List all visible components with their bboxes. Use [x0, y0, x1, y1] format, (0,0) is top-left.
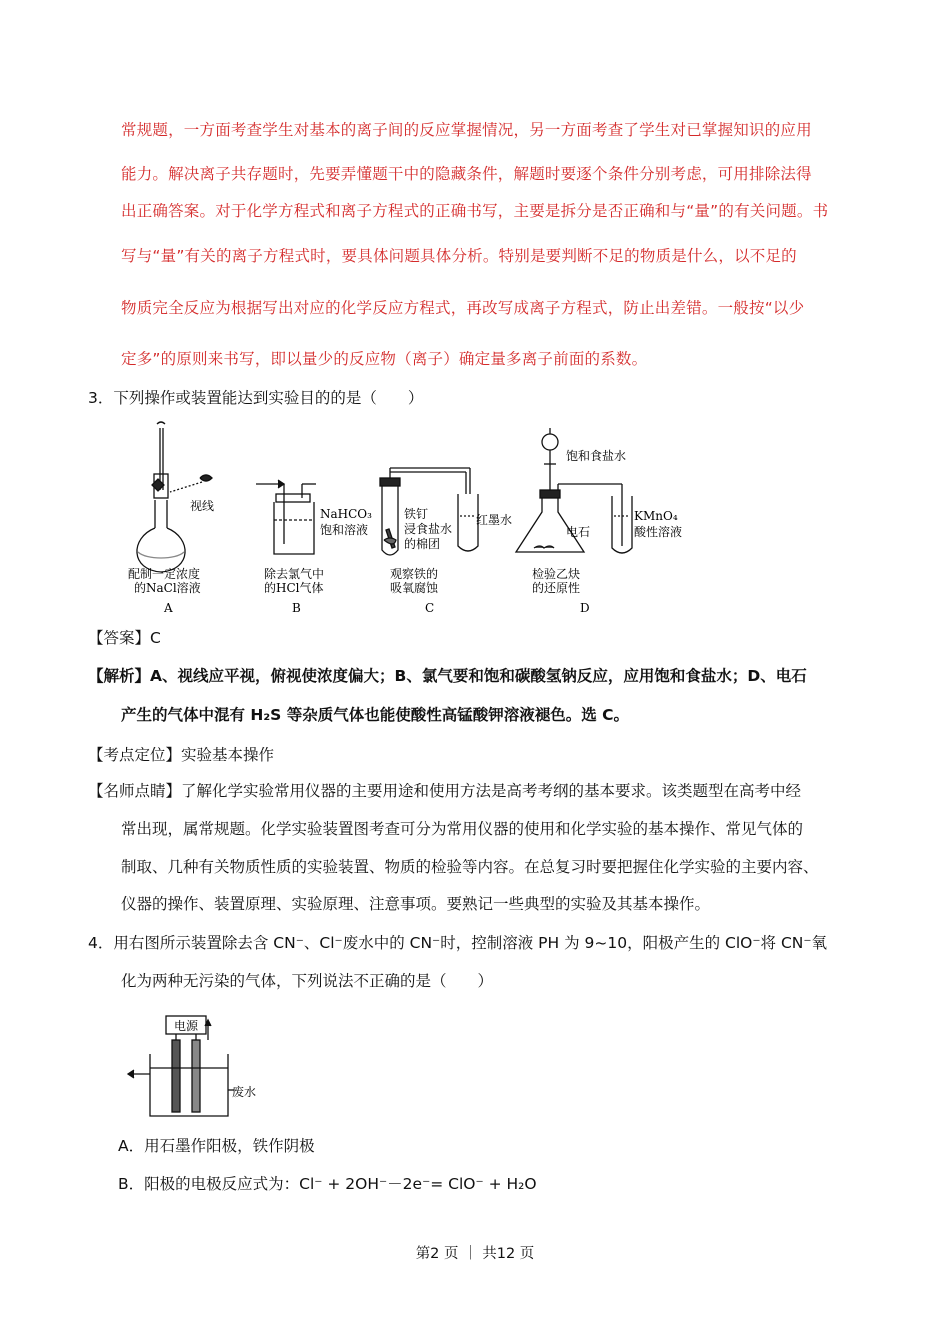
figure-d-letter: D — [580, 601, 590, 615]
power-label: 电源 — [174, 1019, 199, 1033]
page-footer: 第2 页 ｜ 共12 页 — [415, 1246, 535, 1262]
analysis-line-1 — [88, 664, 807, 686]
figure-c-label-red-ink: 红墨水 — [476, 513, 513, 527]
question-3-stem: 3．下列操作或装置能达到实验目的的是（ ） — [88, 389, 424, 407]
intro-analysis — [121, 107, 865, 385]
figure-d-label-mid: 电石 — [566, 525, 591, 539]
intro-line: 写与“量”有关的离子方程式时，要具体问题具体分析。特别是要判断不足的物质是什么，以不足的 — [121, 247, 797, 265]
figure-d-label-right-2: 酸性溶液 — [634, 525, 683, 539]
figure-c-label-3: 的棉团 — [404, 537, 441, 551]
answer-tag: 【答案】 — [88, 629, 151, 647]
intro-line: 定多”的原则来书写，即以量少的反应物（离子）确定量多离子前面的系数。 — [121, 350, 648, 368]
analysis-tag: 【解析】 — [88, 667, 151, 685]
analysis-line-2: 产生的气体中混有 H₂S 等杂质气体也能使酸性高锰酸钾溶液褪色。选 C。 — [121, 706, 629, 724]
figure-c-letter: C — [425, 601, 435, 615]
figure-a-label: 视线 — [190, 499, 215, 513]
figure-a-caption-2: 的NaCl溶液 — [134, 581, 201, 595]
figure-a-caption-1: 配制一定浓度 — [128, 567, 201, 581]
question-4-stem-line-2: 化为两种无污染的气体，下列说法不正确的是（ ） — [121, 972, 494, 990]
waste-water-label: 废水 — [232, 1085, 257, 1099]
question-4-stem-line-1: 4．用右图所示装置除去含 CN⁻、Cl⁻废水中的 CN⁻时，控制溶液 PH 为 9~10，阳极产生的 ClO⁻将 CN⁻氧 — [88, 934, 828, 952]
figure-b-label-1: NaHCO₃ — [320, 507, 372, 521]
figure-d-caption-2: 的还原性 — [532, 581, 581, 595]
comment-line-2: 常出现，属常规题。化学实验装置图考查可分为常用仪器的使用和化学实验的基本操作、常见气体的 — [121, 820, 804, 838]
figure-c-label-2: 浸食盐水 — [404, 522, 453, 536]
comment-text: 了解化学实验常用仪器的主要用途和使用方法是高考考纲的基本要求。该类题型在高考中经 — [181, 782, 802, 800]
question-3-figure — [120, 420, 700, 620]
question-4-electrolysis-figure — [120, 1010, 280, 1120]
comment-line-3: 制取、几种有关物质性质的实验装置、物质的检验等内容。在总复习时要把握住化学实验的主要内容、 — [121, 858, 819, 876]
point-value: 实验基本操作 — [181, 746, 275, 764]
comment-tag: 【名师点睛】 — [88, 782, 182, 800]
figure-d-label-right-1: KMnO₄ — [634, 509, 678, 523]
option-a: A．用石墨作阳极，铁作阴极 — [118, 1137, 315, 1155]
figure-d-label-top: 饱和食盐水 — [566, 449, 627, 463]
point-tag: 【考点定位】 — [88, 746, 182, 764]
intro-line: 常规题，一方面考查学生对基本的离子间的反应掌握情况，另一方面考查了学生对已掌握知识的应用 — [121, 121, 812, 139]
point-line — [88, 743, 274, 765]
answer-value: C — [150, 629, 161, 647]
figure-b-caption-1: 除去氯气中 — [264, 567, 325, 581]
figure-b-washing-bottle — [256, 480, 316, 554]
figure-d-caption-1: 检验乙炔 — [532, 567, 581, 581]
answer-line — [88, 626, 161, 648]
figure-c-caption-1: 观察铁的 — [390, 567, 439, 581]
intro-line: 出正确答案。对于化学方程式和离子方程式的正确书写，主要是拆分是否正确和与“量”的有关问题。书 — [121, 202, 829, 220]
intro-line: 能力。解决离子共存题时，先要弄懂题干中的隐藏条件，解题时要逐个条件分别考虑，可用排除法得 — [121, 165, 812, 183]
figure-c-label-1: 铁钉 — [404, 507, 429, 521]
figure-a-volumetric-flask — [137, 422, 215, 572]
analysis-text: A、视线应平视，俯视使浓度偏大；B、氯气要和饱和碳酸氢钠反应，应用饱和食盐水；D、电石 — [150, 667, 807, 685]
figure-c-caption-2: 吸氧腐蚀 — [390, 581, 439, 595]
figure-b-label-2: 饱和溶液 — [320, 523, 369, 537]
intro-line: 物质完全反应为根据写出对应的化学反应方程式，再改写成离子方程式，防止出差错。一般按“以少 — [121, 299, 805, 317]
comment-line-1 — [88, 779, 801, 801]
figure-a-letter: A — [164, 601, 173, 615]
comment-line-4: 仪器的操作、装置原理、实验原理、注意事项。要熟记一些典型的实验及其基本操作。 — [121, 895, 711, 913]
option-b: B．阳极的电极反应式为：Cl⁻ + 2OH⁻－2e⁻= ClO⁻ + H₂O — [118, 1175, 537, 1193]
figure-b-letter: B — [292, 601, 301, 615]
figure-b-caption-2: 的HCl气体 — [264, 581, 324, 595]
